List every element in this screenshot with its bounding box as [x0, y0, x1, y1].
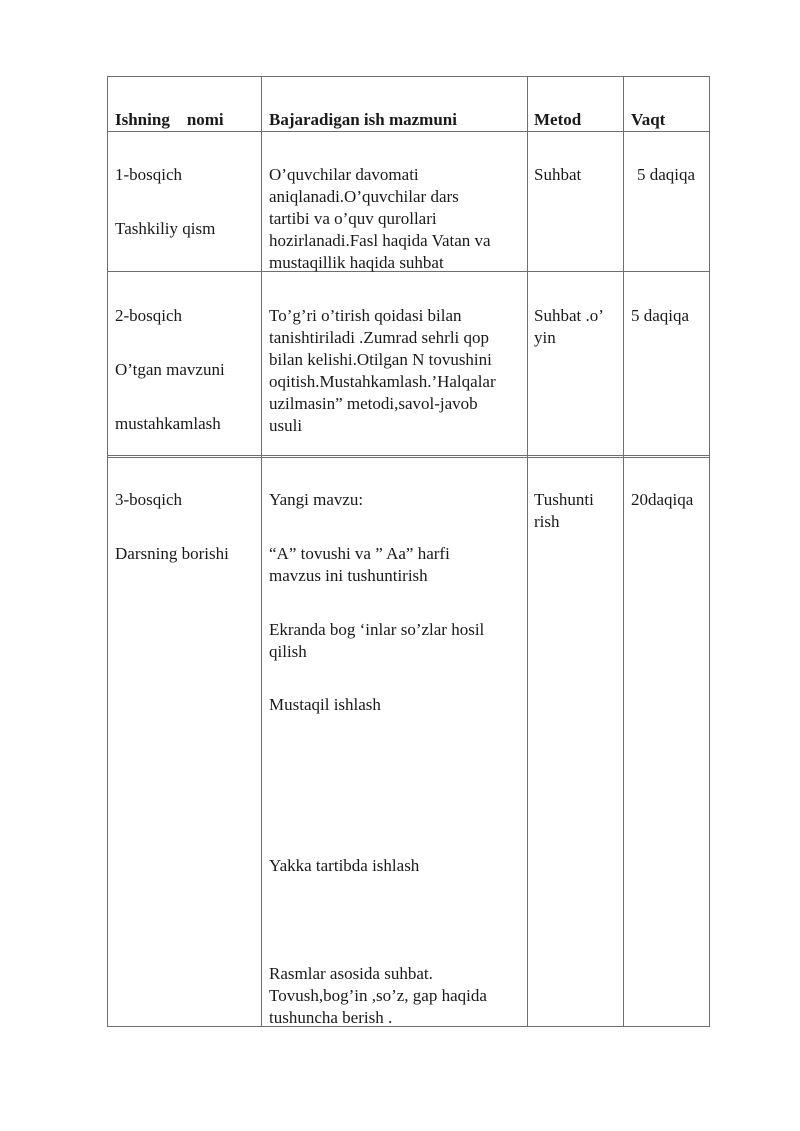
row3-individual-work: Yakka tartibda ishlash: [269, 856, 420, 875]
row2-stage: 2-bosqich: [115, 306, 183, 325]
row1-content-line: O’quvchilar davomati: [269, 165, 419, 184]
header-work-name: Ishning nomi: [115, 110, 224, 129]
table-border-top: [107, 76, 710, 77]
row3-content-line: “A” tovushi va ” Aa” harfi: [269, 544, 450, 563]
row3-content-line: tushuncha berish .: [269, 1008, 393, 1027]
header-time: Vaqt: [631, 110, 666, 129]
row2-method-line: Suhbat .o’: [534, 306, 604, 325]
row3-independent-work: Mustaqil ishlash: [269, 695, 381, 714]
row3-screen-task: [269, 619, 484, 663]
row3-picture-discussion: [269, 963, 487, 1029]
row3-method-line: Tushunti: [534, 490, 594, 509]
row1-content: [269, 164, 491, 274]
row3-content-line: Rasmlar asosida suhbat.: [269, 964, 433, 983]
row1-content-line: aniqlanadi.O’quvchilar dars: [269, 187, 459, 206]
row1-content-line: hozirlanadi.Fasl haqida Vatan va: [269, 231, 491, 250]
row1-title: Tashkiliy qism: [115, 219, 216, 238]
header-work-content: Bajaradigan ish mazmuni: [269, 110, 457, 129]
row2-content-line: tanishtiriladi .Zumrad sehrli qop: [269, 328, 490, 347]
row2-divider-second: [107, 457, 710, 458]
row3-method-line: rish: [534, 512, 560, 531]
row2-divider: [107, 455, 710, 456]
col2-divider: [527, 76, 528, 1027]
col1-divider: [261, 76, 262, 1027]
row2-title-line1: O’tgan mavzuni: [115, 360, 225, 379]
row2-method: [534, 305, 604, 349]
row3-content-line: qilish: [269, 642, 307, 661]
row1-content-line: mustaqillik haqida suhbat: [269, 253, 444, 272]
row1-stage: 1-bosqich: [115, 165, 183, 184]
row1-content-line: tartibi va o’quv qurollari: [269, 209, 437, 228]
row3-content-line: mavzus ini tushuntirish: [269, 566, 428, 585]
row2-content: [269, 305, 496, 437]
row3-method: [534, 489, 594, 533]
row3-content-line: Tovush,bog’in ,so’z, gap haqida: [269, 986, 487, 1005]
header-divider: [107, 131, 710, 132]
row3-content-line: Ekranda bog ‘inlar so’zlar hosil: [269, 620, 485, 639]
col3-divider: [623, 76, 624, 1027]
row3-new-topic: Yangi mavzu:: [269, 490, 364, 509]
row2-time: 5 daqiqa: [631, 306, 690, 325]
row3-title: Darsning borishi: [115, 544, 229, 563]
row1-time: 5 daqiqa: [637, 165, 696, 184]
table-border-right: [709, 76, 710, 1027]
row3-topic-explanation: [269, 543, 450, 587]
row2-content-line: To’g’ri o’tirish qoidasi bilan: [269, 306, 462, 325]
row2-content-line: oqitish.Mustahkamlash.’Halqalar: [269, 372, 496, 391]
table-border-left: [107, 76, 108, 1027]
row3-time: 20daqiqa: [631, 490, 694, 509]
row2-content-line: usuli: [269, 416, 303, 435]
row2-title-line2: mustahkamlash: [115, 414, 221, 433]
header-method: Metod: [534, 110, 582, 129]
row1-method: Suhbat: [534, 165, 582, 184]
row3-stage: 3-bosqich: [115, 490, 183, 509]
row2-method-line: yin: [534, 328, 556, 347]
row2-content-line: bilan kelishi.Otilgan N tovushini: [269, 350, 492, 369]
row2-content-line: uzilmasin” metodi,savol-javob: [269, 394, 478, 413]
